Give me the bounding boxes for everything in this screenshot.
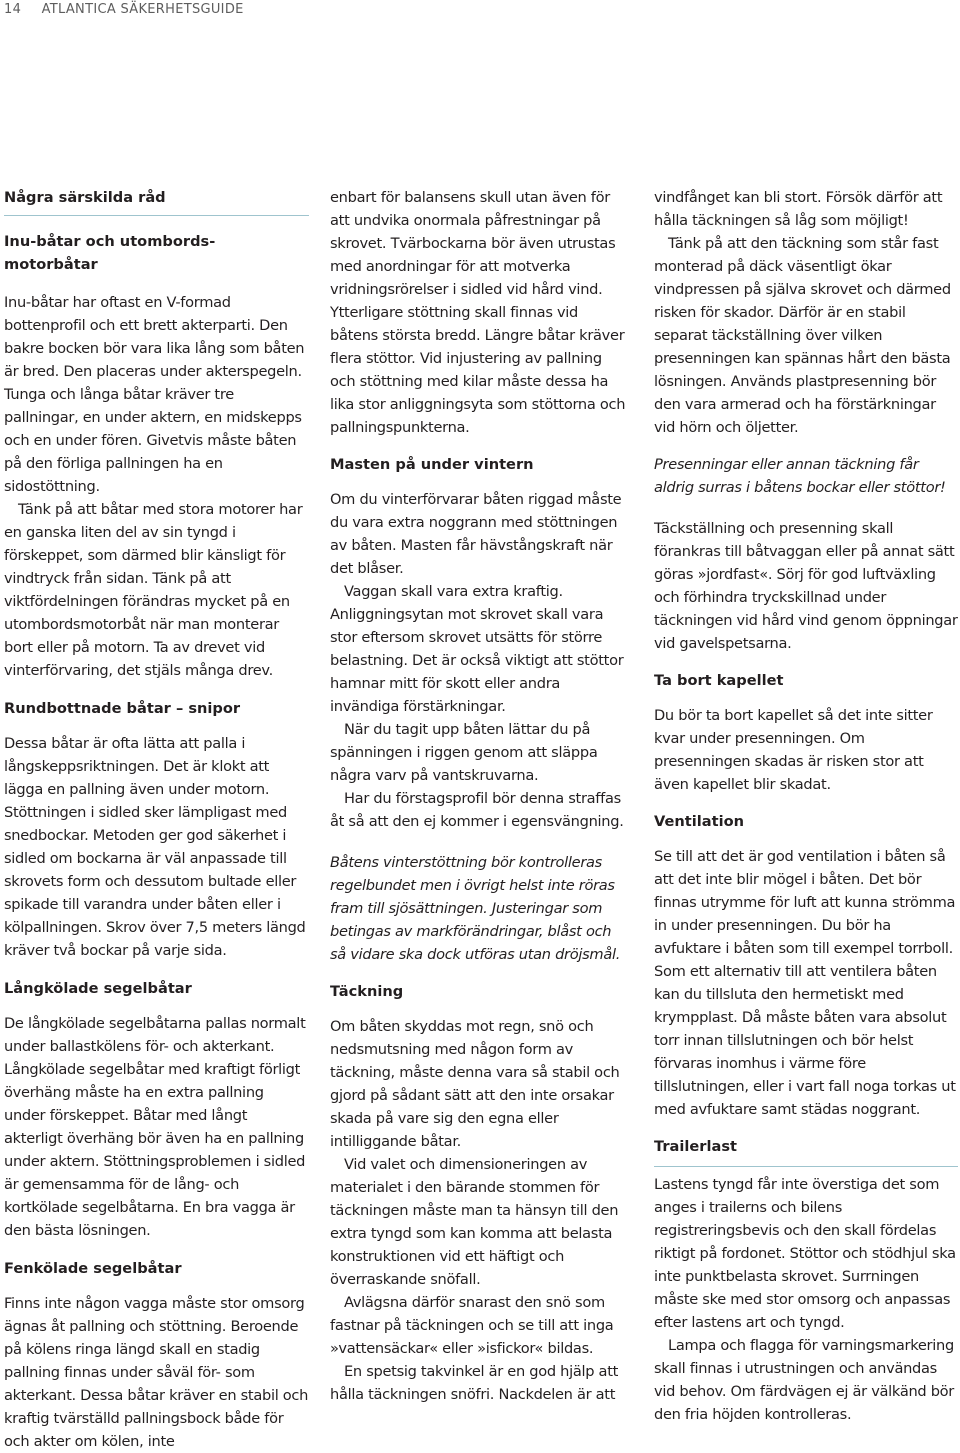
paragraph-mast-1: Om du vinterförvarar båten riggad måste du vara extra noggrann med stöttningen av båten. Masten får hävstångskraft när det blåser. — [330, 491, 622, 577]
paragraph-mast-2: Vaggan skall vara extra kraftig. Anliggningsytan mot skrovet skall vara stor eftersom skrovet utsätts för större belastning. Det är också viktigt att stöttor hamnar mitt för skott eller andra invändiga förstärkningar. — [330, 583, 624, 715]
paragraph-continued: vindfånget kan bli stort. Försök därför att hålla täckningen så låg som möjligt! — [654, 189, 943, 229]
heading-covering: Täckning — [330, 983, 404, 1000]
heading-inu-boats: Inu-båtar och utombords- motorbåtar — [4, 233, 216, 273]
column-1 — [4, 186, 309, 1453]
section-divider — [654, 1166, 958, 1167]
paragraph-inu-1: Inu-båtar har oftast en V-formad bottenprofil och ett brett akterparti. Den bakre bocken bör vara lika lång som båten är bred. Den placeras under akterspegeln. Tunga och långa båtar kräver tre pallningar, en under aktern, en midskepps och en under fören. Givetvis måste båten på den förliga pallningen ha en sidostöttning. — [4, 294, 305, 495]
paragraph-mast-3: När du tagit upp båten lättar du på spänningen i riggen genom att släppa några varv på vantskruvarna. — [330, 721, 598, 784]
paragraph-anchoring: Täckställning och presenning skall förankras till båtvaggan eller på annat sätt göras »jordfast«. Sörj för god luftväxling och förhindra tryckskillnad under täckningen vid hård vind genom öppningar vid gavelspetsarna. — [654, 520, 958, 652]
running-header — [4, 2, 244, 17]
paragraph-fin-keel: Finns inte någon vagga måste stor omsorg ägnas åt pallning och stöttning. Beroende på kölens ringa längd skall en stadig pallning finnas under såväl för- som akterkant. Dessa båtar kräver en stabil och kraftig tvärställd pallningsbock både för och akter om kölen, inte — [4, 1295, 309, 1450]
column-2 — [330, 186, 630, 1406]
paragraph-covering-2: Vid valet och dimensioneringen av materialet i den bärande stommen för täckningen måste man ta hänsyn till den extra tyngd som kan komma att belasta konstruktionen vid ett häftigt och överraskande snöfall. — [330, 1156, 619, 1288]
paragraph-trailer-2: Lampa och flagga för varningsmarkering skall finnas i utrustningen och användas vid behov. Om färdvägen ej är välkänd bör den fria höjden kontrolleras. — [654, 1337, 955, 1423]
heading-remove-canopy: Ta bort kapellet — [654, 672, 784, 689]
heading-trailer-load: Trailerlast — [654, 1138, 738, 1155]
paragraph-covering-3: Avlägsna därför snarast den snö som fastnar på täckningen och se till att inga »vattensäckar« eller »isfickor« bildas. — [330, 1294, 614, 1357]
paragraph-continued: enbart för balansens skull utan även för att undvika onormala påfrestningar på skrovet. Tvärbockarna bör även utrustas med anordningar för att motverka vridningsrörelser i sidled vid hård vind. Ytterligare stöttning skall finnas vid båtens största bredd. Längre båtar kräver flera stöttor. Vid injustering av pallning och stöttning med kilar måste dessa ha lika stor anliggningsyta som stöttorna och pallningspunkterna. — [330, 189, 626, 436]
paragraph-covering-load: Tänk på att den täckning som står fast monterad på däck väsentligt ökar vindpressen på själva skrovet och därmed risken för skador. Därför är en stabil separat täckställning över vilken presenningen kan spännas hårt den bästa lösningen. Används plastpresenning bör den vara armerad och ha förstärkningar vid hörn och öljetter. — [654, 235, 951, 436]
paragraph-ventilation: Se till att det är god ventilation i båten så att det inte blir mögel i båten. Det bör finnas utrymme för luft att kunna strömma in under presenningen. Du bör ha avfuktare i båten som till exempel torrboll. Som ett alternativ till att ventilera båten kan du tillsluta den hermetiskt med krympplast. Då måste båten vara absolut torr innan tillslutningen och bör helst förvaras inomhus i värme före tillslutningen, eller i vart fall noga torkas ut med avfuktare samt städas noggrant. — [654, 848, 956, 1118]
paragraph-round-bottom: Dessa båtar är ofta lätta att palla i långskeppsriktningen. Det är klokt att lägga en pallning även under motorn. Stöttningen i sidled sker lämpligast med snedbockar. Metoden ger god säkerhet i sidled om bockarna är väl anpassade till skrovets form och dessutom bultade eller spikade till varandra under båten eller i kölpallningen. Skrov över 7,5 meters längd kräver två bockar på varje sida. — [4, 735, 306, 959]
paragraph-remove-canopy: Du bör ta bort kapellet så det inte sitter kvar under presenningen. Om presenningen skadas är risken stor att även kapellet blir skadat. — [654, 707, 933, 793]
paragraph-covering-4: En spetsig takvinkel är en god hjälp att hålla täckningen snöfri. Nackdelen är att — [330, 1363, 619, 1403]
paragraph-inu-2: Tänk på att båtar med stora motorer har en ganska liten del av sin tyngd i förskeppet, som därmed blir känsligt för vindtryck från sidan. Tänk på att viktfördelningen förändras mycket på en utombordsmotorbåt när man monterar bort eller på motorn. Ta av drevet vid vinterförvaring, det stjäls många drev. — [4, 501, 303, 679]
paragraph-trailer-1: Lastens tyngd får inte överstiga det som anges i trailerns och bilens registreringsbevis och den skall fördelas riktigt på fordonet. Stöttor och stödhjul ska inte punktbelasta skrovet. Surrningen måste ske med stor omsorg och anpassas efter lastens art och tyngd. — [654, 1176, 956, 1331]
page-number: 14 — [4, 2, 22, 17]
italic-note-winter-support: Båtens vinterstöttning bör kontrolleras regelbundet men i övrigt helst inte röras fram till sjösättningen. Justeringar som betingas av markförändringar, blåst och så vidare ska dock utföras utan dröjsmål. — [330, 854, 621, 963]
heading-round-bottom: Rundbottnade båtar – snipor — [4, 700, 241, 717]
heading-fin-keel: Fenkölade segelbåtar — [4, 1260, 182, 1277]
heading-ventilation: Ventilation — [654, 813, 745, 830]
column-3 — [654, 186, 958, 1426]
heading-mast-up: Masten på under vintern — [330, 456, 534, 473]
publication-title: ATLANTICA SÄKERHETSGUIDE — [41, 2, 244, 17]
section-divider — [4, 215, 309, 216]
paragraph-long-keel: De långkölade segelbåtarna pallas normalt under ballastkölens för- och akterkant. Långkölade segelbåtar med kraftigt förligt överhäng måste ha en extra pallning under förskeppet. Båtar med långt akterligt överhäng bör även ha en pallning under aktern. Stöttningsproblemen i sidled är gemensamma för de lång- och kortkölade segelbåtarna. En bra vagga är den bästa lösningen. — [4, 1015, 306, 1239]
section-title: Några särskilda råd — [4, 189, 166, 206]
paragraph-covering-1: Om båten skyddas mot regn, snö och nedsmutsning med någon form av täckning, måste denna vara så stabil och gjord på sådant sätt att den inte orsakar skada på vare sig den egna eller intilliggande båtar. — [330, 1018, 620, 1150]
italic-warning-tarpaulin: Presenningar eller annan täckning får aldrig surras i båtens bockar eller stöttor! — [654, 456, 946, 496]
heading-long-keel: Långkölade segelbåtar — [4, 980, 192, 997]
paragraph-mast-4: Har du förstagsprofil bör denna straffas åt så att den ej kommer i egensvängning. — [330, 790, 624, 830]
